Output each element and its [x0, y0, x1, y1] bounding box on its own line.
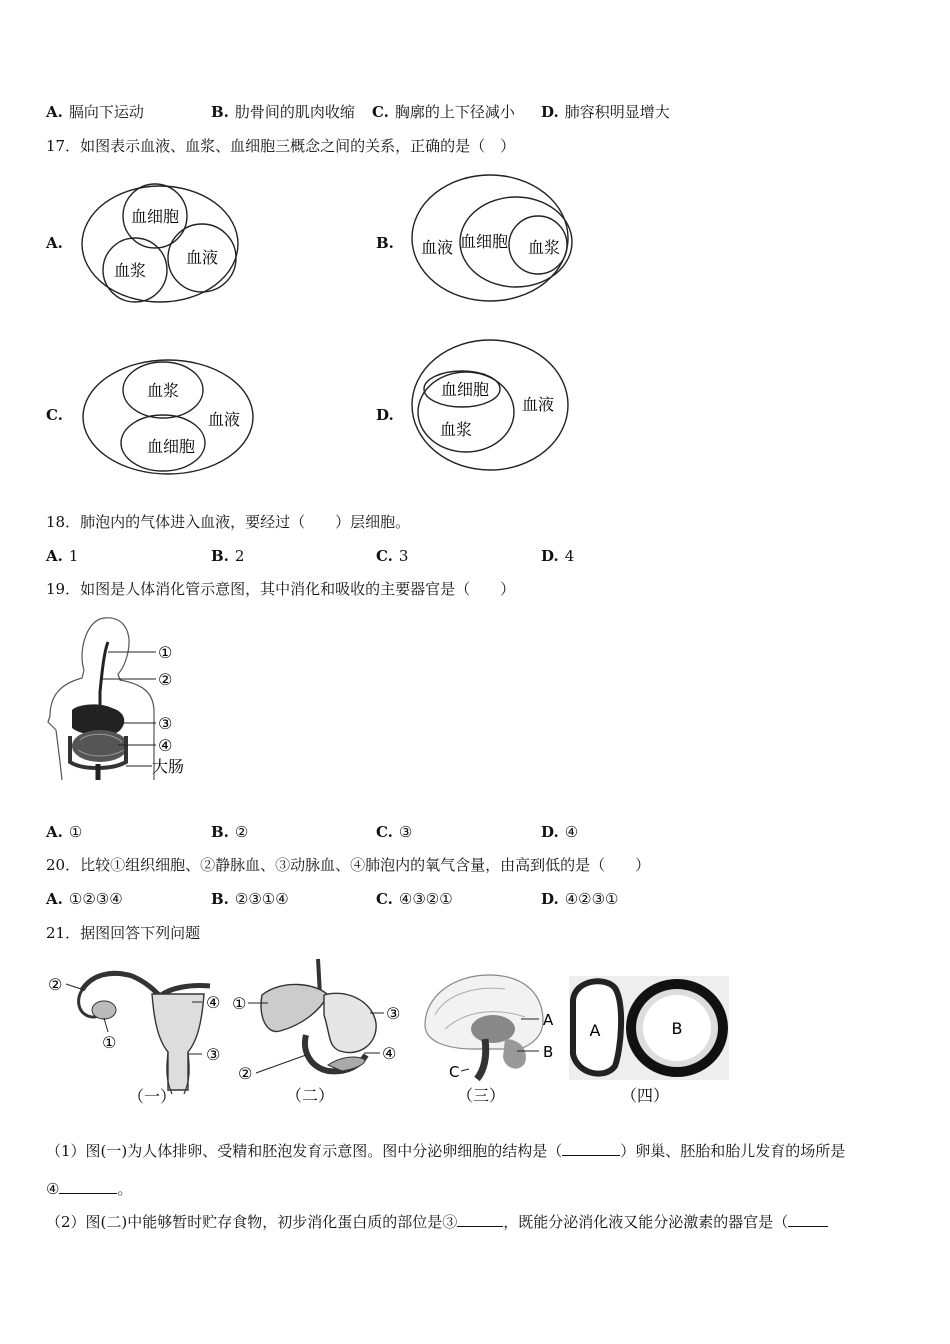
q19-label-3: ③	[158, 714, 173, 733]
q19-stem: 19．如图是人体消化管示意图，其中消化和吸收的主要器官是（ ）	[46, 580, 516, 598]
q21-figure-4-vessels	[565, 970, 735, 1110]
q21-figure-1-reproductive	[42, 960, 232, 1110]
q21-fig3-label-c: C	[449, 1063, 460, 1081]
q21-fig1-label-4: ④	[206, 993, 221, 1012]
q20-option-c: C. ④③②①	[376, 890, 453, 908]
q21-fig1-label-1: ①	[102, 1033, 117, 1052]
q21-caption-2: （二）	[285, 1086, 335, 1105]
q17-b-label-1: 血液	[420, 238, 454, 257]
q21-fig2-label-4: ④	[382, 1044, 397, 1063]
q17-d-label-3: 血浆	[439, 420, 473, 439]
q17-diagram-a	[80, 183, 245, 305]
q21-fig1-label-2: ②	[48, 975, 63, 994]
q21-subquestion-1-cont: ④ 。	[46, 1180, 133, 1198]
q16-option-d: D. 肺容积明显增大	[541, 103, 670, 121]
q17-option-a-letter: A.	[46, 234, 63, 252]
q21-answer-blank-2[interactable]	[59, 1179, 117, 1194]
q17-d-label-2: 血液	[521, 395, 555, 414]
q19-label-2: ②	[158, 670, 173, 689]
q19-option-a: A. ①	[46, 823, 83, 841]
q18-stem: 18．肺泡内的气体进入血液，要经过（ ）层细胞。	[46, 513, 411, 531]
q17-c-label-3: 血细胞	[146, 437, 196, 456]
q19-label-4: ④	[158, 736, 173, 755]
q21-figure-2-digestive-organs	[232, 955, 412, 1110]
q21-caption-4: （四）	[620, 1086, 670, 1105]
q19-option-d: D. ④	[541, 823, 579, 841]
q17-option-b-letter: B.	[376, 234, 394, 252]
q20-option-d: D. ④②③①	[541, 890, 619, 908]
q18-option-d: D. 4	[541, 547, 575, 565]
q20-option-a: A. ①②③④	[46, 890, 123, 908]
q21-caption-1: （一）	[127, 1087, 177, 1106]
q16-option-a: A. 膈向下运动	[46, 103, 144, 121]
q17-c-label-2: 血液	[207, 410, 241, 429]
q17-stem: 17．如图表示血液、血浆、血细胞三概念之间的关系，正确的是（ ）	[46, 137, 516, 155]
q20-option-b: B. ②③①④	[211, 890, 289, 908]
q17-c-label-1: 血浆	[146, 381, 180, 400]
q21-subquestion-2: （2）图(二)中能够暂时贮存食物，初步消化蛋白质的部位是③ ，既能分泌消化液又能分泌激素的器官是（	[46, 1212, 828, 1232]
q19-label-large-intestine: 大肠	[152, 757, 185, 776]
q19-option-c: C. ③	[376, 823, 413, 841]
q21-fig1-label-3: ③	[206, 1045, 221, 1064]
q18-option-b: B. 2	[211, 547, 245, 565]
q19-label-1: ①	[158, 643, 173, 662]
q17-a-label-1: 血细胞	[130, 207, 180, 226]
q17-diagram-d	[410, 337, 575, 475]
q16-option-c: C. 胸廓的上下径减小	[372, 103, 515, 121]
q21-fig2-label-3: ③	[386, 1004, 401, 1023]
q19-digestive-figure	[42, 612, 202, 782]
q18-option-c: C. 3	[376, 547, 409, 565]
q21-answer-blank-4[interactable]	[788, 1212, 828, 1227]
q17-d-label-1: 血细胞	[440, 380, 490, 399]
q21-figure-3-brain	[415, 965, 565, 1110]
q21-fig2-label-2: ②	[238, 1064, 253, 1083]
q21-fig4-label-a: A	[589, 1021, 601, 1040]
q20-stem: 20．比较①组织细胞、②静脉血、③动脉血、④肺泡内的氧气含量，由高到低的是（ ）	[46, 856, 651, 874]
q19-option-b: B. ②	[211, 823, 249, 841]
q16-option-b: B. 肋骨间的肌肉收缩	[211, 103, 355, 121]
q17-b-label-3: 血浆	[527, 238, 561, 257]
q21-fig2-label-1: ①	[232, 994, 247, 1013]
q21-answer-blank-1[interactable]	[562, 1141, 620, 1156]
q21-fig4-label-b: B	[671, 1019, 683, 1038]
q17-diagram-c	[80, 357, 255, 477]
q21-subquestion-1: （1）图(一)为人体排卵、受精和胚泡发育示意图。图中分泌卵细胞的结构是（ ）卵巢、胚胎和胎儿发育的场所是	[46, 1142, 846, 1160]
q21-stem: 21．据图回答下列问题	[46, 924, 201, 942]
q17-option-d-letter: D.	[376, 406, 394, 424]
q21-fig3-label-b: B	[543, 1043, 554, 1061]
q21-answer-blank-3[interactable]	[457, 1212, 503, 1227]
q21-fig3-label-a: A	[543, 1011, 554, 1029]
q18-option-a: A. 1	[46, 547, 79, 565]
q17-a-label-2: 血浆	[113, 261, 147, 280]
q17-option-c-letter: C.	[46, 406, 63, 424]
q17-diagram-b	[410, 172, 575, 307]
q17-b-label-2: 血细胞	[459, 232, 509, 251]
q21-caption-3: （三）	[456, 1086, 506, 1105]
q17-a-label-3: 血液	[185, 248, 219, 267]
